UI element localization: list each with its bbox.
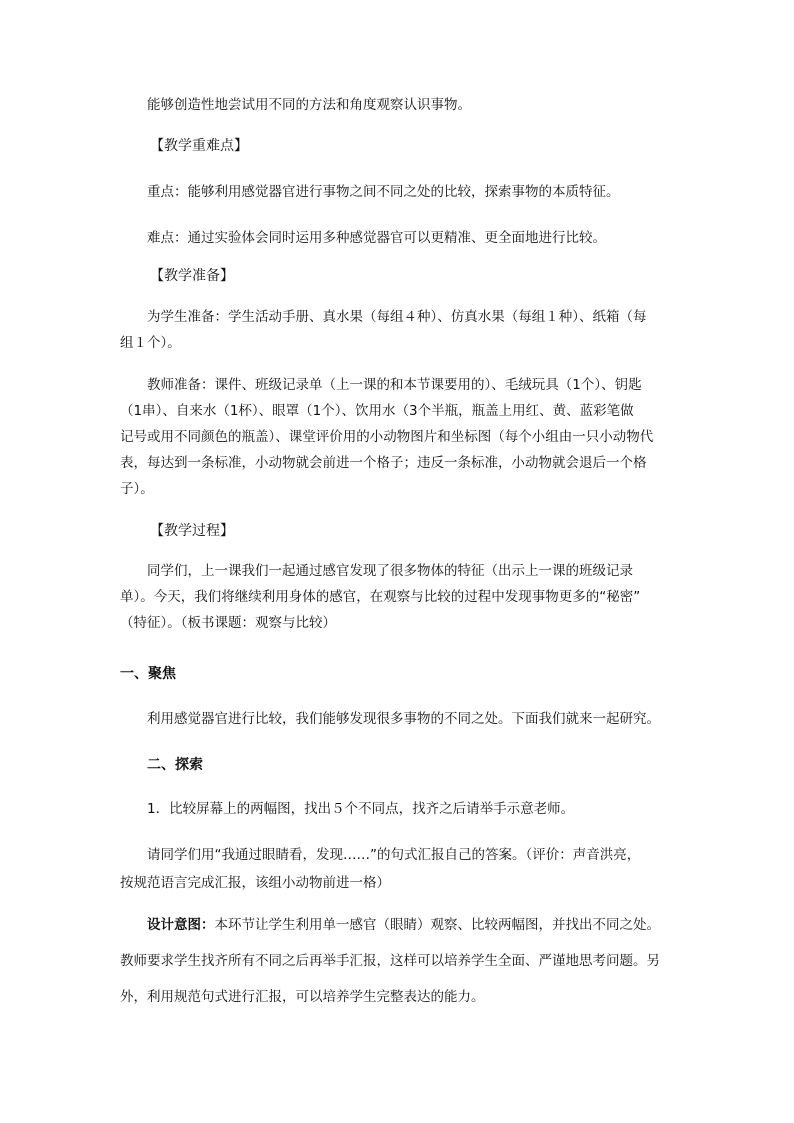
step-1-text: 1．比较屏幕上的两幅图，找出５个不同点，找齐之后请举手示意老师。 <box>147 801 575 817</box>
teacher-prep-line: 子）。 <box>120 481 154 497</box>
key-points-heading: 【教学重难点】 <box>150 138 248 154</box>
report-line: 按规范语言完成汇报，该组小动物前进一格） <box>120 875 390 891</box>
prep-heading: 【教学准备】 <box>150 268 234 284</box>
teacher-prep-line: 教师准备：课件、班级记录单（上一课的和本节课要用的）、毛绒玩具（1个）、钥匙 <box>147 377 642 393</box>
process-heading: 【教学过程】 <box>150 523 234 539</box>
design-intent-label: 设计意图： <box>147 917 215 933</box>
intro-line: 同学们，上一课我们一起通过感官发现了很多物体的特征（出示上一课的班级记录 <box>147 563 633 579</box>
intro-line: （特征）。（板书课题：观察与比较） <box>120 615 336 631</box>
design-intent-text: 本环节让学生利用单一感官（眼睛）观察、比较两幅图，并找出不同之处。 <box>214 917 660 933</box>
section-1-text: 利用感觉器官进行比较，我们能够发现很多事物的不同之处。下面我们就来一起研究。 <box>147 711 660 727</box>
teacher-prep-line: 记号或用不同颜色的瓶盖）、课堂评价用的小动物图片和坐标图（每个小组由一只小动物代 <box>120 429 654 445</box>
difficulty-point: 难点：通过实验体会同时运用多种感觉器官可以更精准、更全面地进行比较。 <box>147 230 606 246</box>
key-point: 重点：能够利用感觉器官进行事物之间不同之处的比较，探索事物的本质特征。 <box>147 184 620 200</box>
teacher-prep-line: （1串）、自来水（1杯）、眼罩（1个）、饮用水（3个半瓶，瓶盖上用红、黄、蓝彩笔做 <box>120 403 634 419</box>
section-2-heading: 二、探索 <box>147 757 203 773</box>
student-prep-line: 组１个）。 <box>120 335 181 351</box>
design-intent-line: 教师要求学生找齐所有不同之后再举手汇报，这样可以培养学生全面、严谨地思考问题。另 <box>120 953 660 969</box>
goal-line: 能够创造性地尝试用不同的方法和角度观察认识事物。 <box>147 97 471 113</box>
intro-line: 单）。今天，我们将继续利用身体的感官，在观察与比较的过程中发现事物更多的“秘密” <box>120 589 641 605</box>
report-line: 请同学们用“我通过眼睛看，发现……”的句式汇报自己的答案。（评价：声音洪亮， <box>147 847 641 863</box>
student-prep-line: 为学生准备：学生活动手册、真水果（每组４种）、仿真水果（每组１种）、纸箱（每 <box>147 309 647 325</box>
design-intent-line <box>147 915 660 935</box>
design-intent-line: 外，利用规范句式进行汇报，可以培养学生完整表达的能力。 <box>120 989 485 1005</box>
teacher-prep-line: 表，每达到一条标准，小动物就会前进一个格子；违反一条标准，小动物就会退后一个格 <box>120 455 647 471</box>
section-1-heading: 一、聚焦 <box>120 666 176 682</box>
